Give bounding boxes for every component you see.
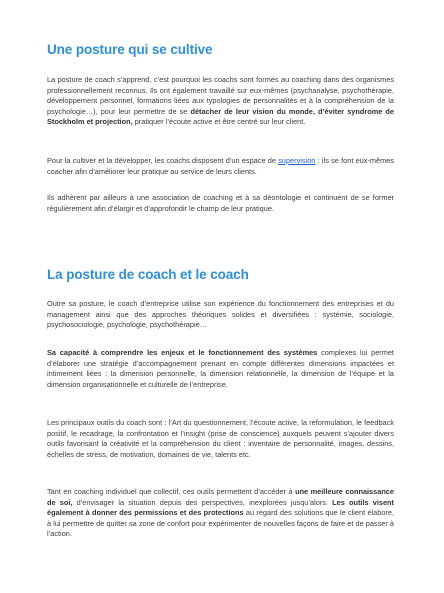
paragraph-systemes bbox=[47, 348, 394, 390]
bold-run: Les outils visent également à donner des permissions et des protections bbox=[47, 497, 394, 518]
paragraph-supervision bbox=[47, 156, 394, 177]
text-run: La posture de coach s’apprend, c’est pourquoi les coachs sont formés au coaching dans des organismes professionnellement reconnus. Ils ont également travaillé sur eux-mêmes (psychanalyse, psychothérapie, développement personnel, formations liées aux typologies de personnalités et à la compréhension de la psychologie…), pour leur permettre de se bbox=[47, 75, 394, 116]
text-run: complexes lui permet d’élaborer une stratégie d’accompagnement prenant en compte différentes dimensions impactées et intimement liées : la dimension personnelle, la dimension relationnelle, la dimension de l’équipe et la dimension organisationnelle et culturelle de l’entreprise. bbox=[47, 348, 394, 389]
text-run: d’envisager la situation depuis des perspectives, inexplorées jusqu’alors. bbox=[72, 497, 333, 507]
text-run: Pour la cultiver et la développer, les coachs disposent d’un espace de bbox=[47, 156, 279, 165]
paragraph-outils: Les principaux outils du coach sont : l’Art du questionnement, l’écoute active, la reformulation, le feedback positif, le recadrage, la confrontation et l’insight (prise de conscience) auxquels peuvent s’ajouter divers outils favorisant la créativité et la compréhension du client : inventaire de personnalité, images, dessins, échelles de stress, de motivation, domaines de vie, talents etc. bbox=[47, 418, 394, 459]
text-run: : ils se font eux-mêmes coacher afin d’améliorer leur pratique au service de leurs clients. bbox=[47, 156, 394, 176]
bold-run: détacher de leur vision du monde, d’éviter syndrome de Stockholm et projection, bbox=[47, 106, 394, 127]
section-title-posture-coach: La posture de coach et le coach bbox=[47, 267, 249, 282]
bold-run: une meilleure connaissance de soi, bbox=[47, 487, 394, 507]
supervision-link[interactable]: supervision bbox=[278, 156, 316, 165]
text-run: Tant en coaching individuel que collectif, ces outils permettent d’accéder à bbox=[47, 487, 296, 496]
text-run: pratiquer l’écoute active et être centré sur leur client. bbox=[132, 117, 306, 127]
paragraph-coaching-collectif bbox=[47, 487, 394, 540]
paragraph-association: Ils adhèrent par ailleurs à une association de coaching et à sa déontologie et continuent de se former régulièrement afin d’élargir et d’approfondir le champ de leur pratique. bbox=[47, 193, 394, 213]
bold-run: Sa capacité à comprendre les enjeux et le fonctionnement des systèmes bbox=[47, 348, 318, 357]
text-run: au regard des solutions que le client élabore, à lui permettre de quitter sa zone de confort pour expérimenter de nouvelles façons de faire et de passer à l’action. bbox=[47, 508, 394, 539]
paragraph-experience: Outre sa posture, le coach d’entreprise utilise son expérience du fonctionnement des entreprises et du management ainsi que des approches théoriques solides et diversifiées : systémie, sociologie, psychosociologie, psychologie, psychothérapie… bbox=[47, 299, 394, 330]
paragraph-posture-apprentissage bbox=[47, 75, 394, 128]
section-title-posture-cultive: Une posture qui se cultive bbox=[47, 42, 213, 57]
